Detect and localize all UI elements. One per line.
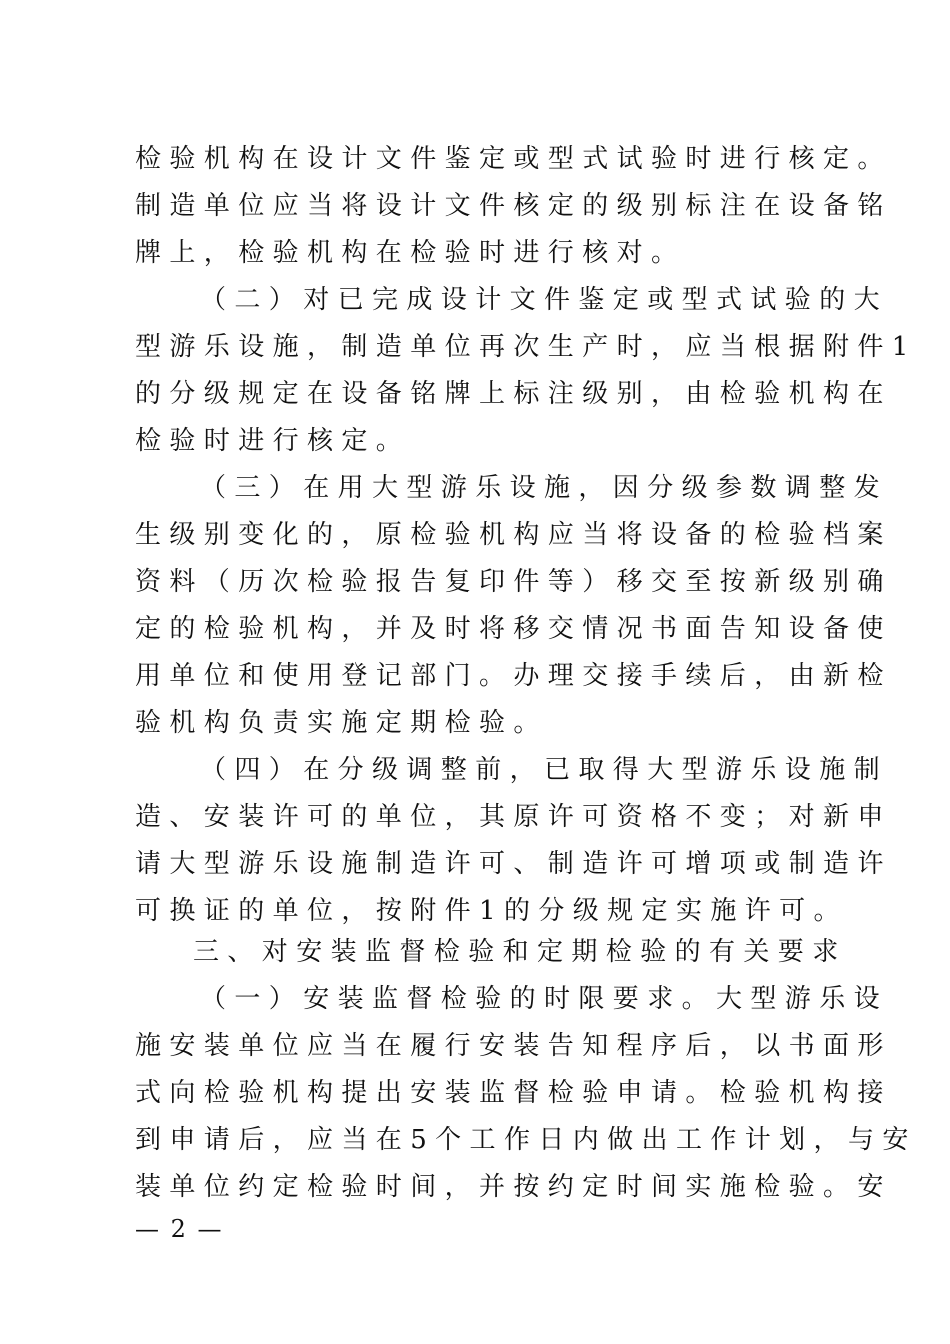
text-line: 定的检验机构，并及时将移交情况书面告知设备使 (135, 614, 892, 644)
text-line: 用单位和使用登记部门。办理交接手续后，由新检 (135, 661, 892, 691)
text-line: 式向检验机构提出安装监督检验申请。检验机构接 (135, 1078, 892, 1108)
text-line: 型游乐设施，制造单位再次生产时，应当根据附件1 (135, 332, 917, 362)
text-line: 牌上，检验机构在检验时进行核对。 (135, 238, 686, 268)
text-line: 可换证的单位，按附件1的分级规定实施许可。 (135, 896, 848, 926)
paragraph-start-line: （四）在分级调整前，已取得大型游乐设施制 (200, 755, 889, 785)
paragraph-start-line: （二）对已完成设计文件鉴定或型式试验的大 (200, 285, 889, 315)
text-line: 装单位约定检验时间，并按约定时间实施检验。安 (135, 1172, 892, 1202)
text-line: 施安装单位应当在履行安装告知程序后，以书面形 (135, 1031, 892, 1061)
text-line: 到申请后，应当在5个工作日内做出工作计划，与安 (135, 1125, 917, 1155)
text-line: 的分级规定在设备铭牌上标注级别，由检验机构在 (135, 379, 892, 409)
text-line: 造、安装许可的单位，其原许可资格不变；对新申 (135, 802, 892, 832)
paragraph-start-line: （一）安装监督检验的时限要求。大型游乐设 (200, 984, 889, 1014)
text-line: 检验时进行核定。 (135, 426, 411, 456)
text-line: 检验机构在设计文件鉴定或型式试验时进行核定。 (135, 144, 892, 174)
paragraph-start-line: （三）在用大型游乐设施，因分级参数调整发 (200, 473, 889, 503)
text-line: 请大型游乐设施制造许可、制造许可增项或制造许 (135, 849, 892, 879)
section-heading: 三、对安装监督检验和定期检验的有关要求 (193, 937, 847, 967)
text-line: 生级别变化的，原检验机构应当将设备的检验档案 (135, 520, 892, 550)
text-line: 制造单位应当将设计文件核定的级别标注在设备铭 (135, 191, 892, 221)
text-line: 资料（历次检验报告复印件等）移交至按新级别确 (135, 567, 892, 597)
text-line: 验机构负责实施定期检验。 (135, 708, 548, 738)
page-number: — 2 — (135, 1215, 224, 1243)
